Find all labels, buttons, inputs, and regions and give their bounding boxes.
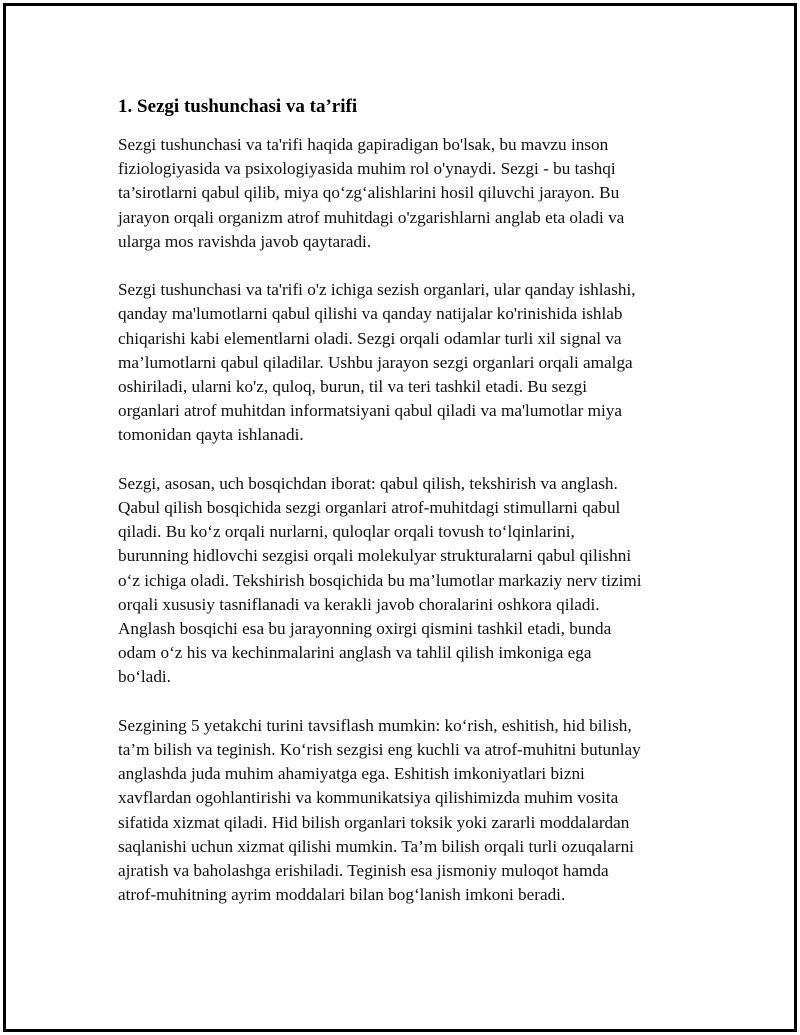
text-line: ajratish va baholashga erishiladi. Teginish esa jismoniy muloqot hamda xyxy=(118,861,609,881)
text-line: orqali xususiy tasniflanadi va kerakli javob choralarini oshkora qiladi. xyxy=(118,594,600,614)
paragraph-3 xyxy=(118,472,688,690)
text-line: organlari atrof muhitdan informatsiyani qabul qiladi va ma'lumotlar miya xyxy=(118,401,622,421)
document-body xyxy=(118,94,688,932)
text-line: saqlanishi uchun xizmat qilishi mumkin. Ta’m bilish orqali turli ozuqalarni xyxy=(118,836,634,856)
text-line: sifatida xizmat qiladi. Hid bilish organlari toksik yoki zararli moddalardan xyxy=(118,812,630,832)
text-line: odam o‘z his va kechinmalarini anglash va tahlil qilish imkoniga ega xyxy=(118,643,592,663)
paragraph-1 xyxy=(118,133,688,254)
text-line: fiziologiyasida va psixologiyasida muhim rol o'ynaydi. Sezgi - bu tashqi xyxy=(118,159,616,179)
text-line: atrof-muhitning ayrim moddalari bilan bog‘lanish imkoni beradi. xyxy=(118,885,566,905)
text-line: ta’m bilish va teginish. Ko‘rish sezgisi eng kuchli va atrof-muhitni butunlay xyxy=(118,740,641,760)
text-line: jarayon orqali organizm atrof muhitdagi o'zgarishlarni anglab eta oladi va xyxy=(118,207,625,227)
text-line: ma’lumotlarni qabul qiladilar. Ushbu jarayon sezgi organlari orqali amalga xyxy=(118,352,633,372)
text-line: o‘z ichiga oladi. Tekshirish bosqichida bu ma’lumotlar markaziy nerv tizimi xyxy=(118,570,642,590)
text-line: Anglash bosqichi esa bu jarayonning oxirgi qismini tashkil etadi, bunda xyxy=(118,619,612,639)
text-line: Sezgi, asosan, uch bosqichdan iborat: qabul qilish, tekshirish va anglash. xyxy=(118,473,618,493)
text-line: qiladi. Bu ko‘z orqali nurlarni, quloqlar orqali tovush to‘lqinlarini, xyxy=(118,522,575,542)
section-heading: 1. Sezgi tushunchasi va ta’rifi xyxy=(118,96,358,117)
text-line: chiqarishi kabi elementlarni oladi. Sezgi orqali odamlar turli xil signal va xyxy=(118,328,622,348)
text-line: bo‘ladi. xyxy=(118,667,171,687)
text-line: ta’sirotlarni qabul qilib, miya qo‘zg‘alishlarini hosil qiluvchi jarayon. Bu xyxy=(118,183,620,203)
text-line: Qabul qilish bosqichida sezgi organlari atrof-muhitdagi stimullarni qabul xyxy=(118,498,621,518)
text-line: xavflardan ogohlantirishi va kommunikatsiya qilishimizda muhim vosita xyxy=(118,788,619,808)
text-line: tomonidan qayta ishlanadi. xyxy=(118,425,304,445)
text-line: oshiriladi, ularni ko'z, quloq, burun, til va teri tashkil etadi. Bu sezgi xyxy=(118,377,587,397)
text-line: ularga mos ravishda javob qaytaradi. xyxy=(118,231,372,251)
text-line: burunning hidlovchi sezgisi orqali molekulyar strukturalarni qabul qilishni xyxy=(118,546,632,566)
text-line: anglashda juda muhim ahamiyatga ega. Eshitish imkoniyatlari bizni xyxy=(118,764,585,784)
paragraph-2 xyxy=(118,278,688,447)
text-line: Sezgining 5 yetakchi turini tavsiflash mumkin: ko‘rish, eshitish, hid bilish, xyxy=(118,715,632,735)
paragraph-4 xyxy=(118,714,688,908)
text-line: Sezgi tushunchasi va ta'rifi haqida gapiradigan bo'lsak, bu mavzu inson xyxy=(118,135,609,154)
text-line: qanday ma'lumotlarni qabul qilishi va qanday natijalar ko'rinishida ishlab xyxy=(118,304,623,324)
text-line: Sezgi tushunchasi va ta'rifi o'z ichiga sezish organlari, ular qanday ishlashi, xyxy=(118,280,636,300)
